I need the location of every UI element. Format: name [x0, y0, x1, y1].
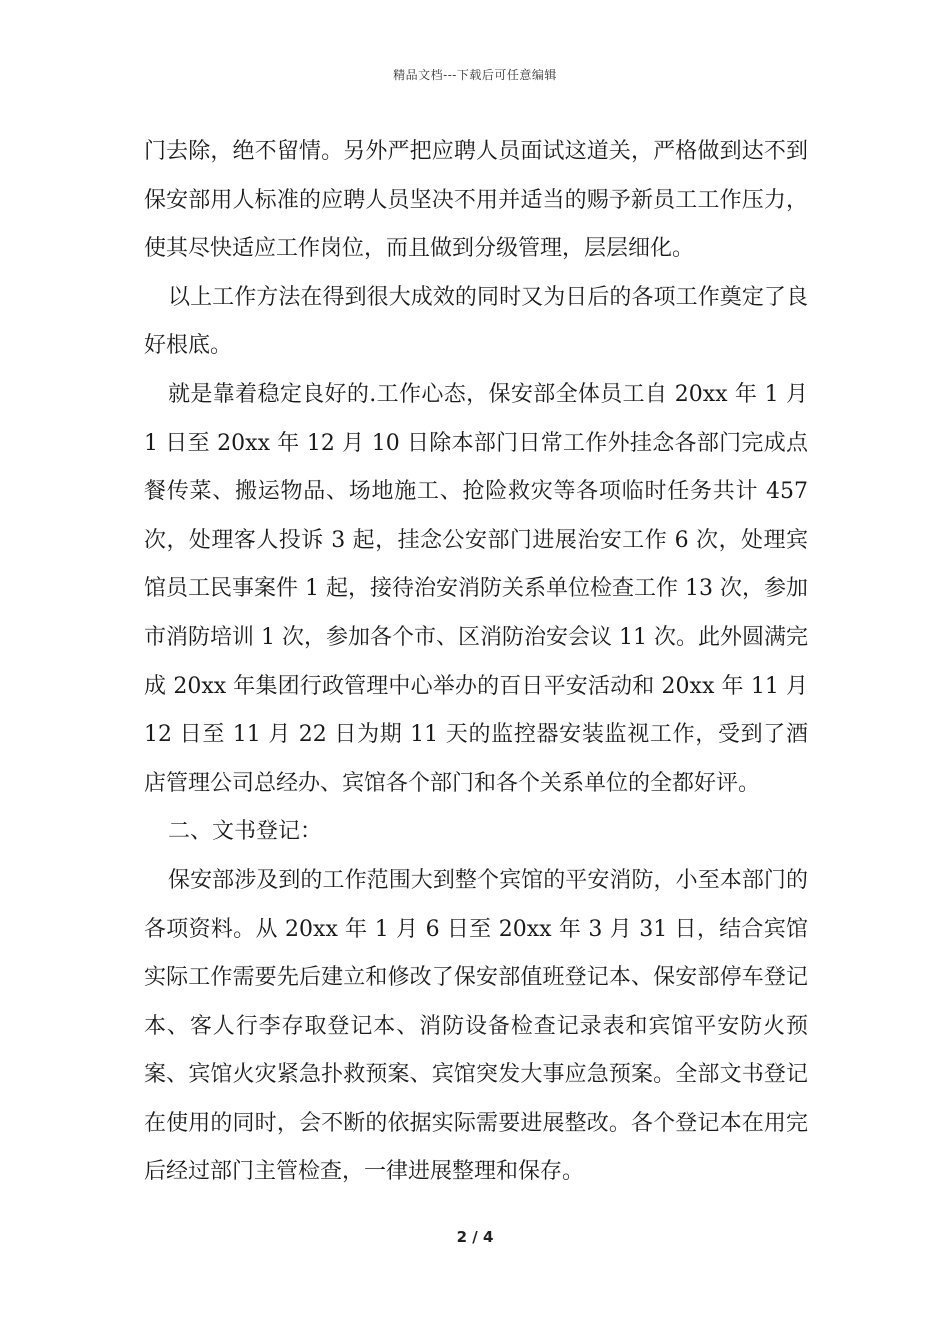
document-body [144, 128, 808, 1197]
page-header: 精品文档---下载后可任意编辑 [393, 68, 557, 82]
paragraph-summary: 以上工作方法在得到很大成效的同时又为日后的各项工作奠定了良好根底。 [144, 284, 808, 359]
paragraph-document-registration: 保安部涉及到的工作范围大到整个宾馆的平安消防，小至本部门的各项资料。从 20xx 年 1 月 6 日至 20xx 年 3 月 31 日，结合宾馆实际工作需要先后建立和修改了保安部值班登记本、保安部停车登记本、客人行李存取登记本、消防设备检查记录表和宾馆平安防火预案、宾馆火灾紧急扑救预案、宾馆突发大事应急预案。全部文书登记在使用的同时，会不断的依据实际需要进展整改。各个登记本在用完后经过部门主管检查，一律进展整理和保存。 [144, 867, 808, 1185]
paragraph-work-statistics: 就是靠着稳定良好的.工作心态，保安部全体员工自 20xx 年 1 月 1 日至 20xx 年 12 月 10 日除本部门日常工作外挂念各部门完成点餐传菜、搬运物品、场地施工、抢险救灾等各项临时任务共计 457 次，处理客人投诉 3 起，挂念公安部门进展治安工作 6 次，处理宾馆员工民事案件 1 起，接待治安消防关系单位检查工作 13 次，参加市消防培训 1 次，参加各个市、区消防治安会议 11 次。此外圆满完成 20xx 年集团行政管理中心举办的百日平安活动和 20xx 年 11 月 12 日至 11 月 22 日为期 11 天的监控器安装监视工作，受到了酒店管理公司总经办、宾馆各个部门和各个关系单位的全都好评。 [144, 381, 808, 796]
page-number: 2 / 4 [456, 1228, 494, 1246]
paragraph-continuation: 门去除，绝不留情。另外严把应聘人员面试这道关，严格做到达不到保安部用人标准的应聘人员坚决不用并适当的赐予新员工工作压力，使其尽快适应工作岗位，而且做到分级管理，层层细化。 [144, 139, 808, 262]
section-heading-document-registration: 二、文书登记： [168, 819, 323, 845]
